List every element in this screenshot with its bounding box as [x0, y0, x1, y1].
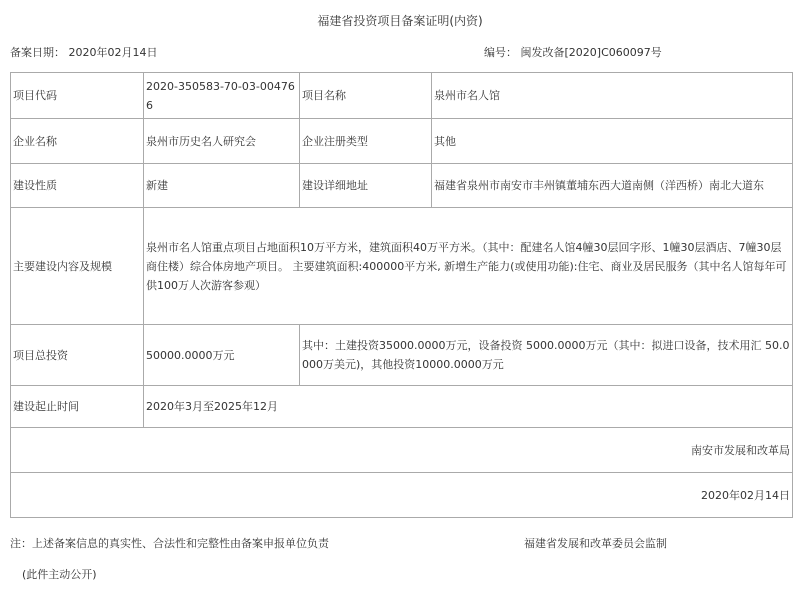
table-row — [11, 386, 793, 428]
document-number-value: 闽发改备[2020]C060097号 — [520, 46, 662, 59]
filing-date-value: 2020年02月14日 — [68, 46, 158, 59]
table-row — [11, 473, 793, 518]
responsibility-note: 注：上述备案信息的真实性、合法性和完整性由备案申报单位负责 — [10, 537, 329, 550]
nature-label: 建设性质 — [11, 164, 144, 208]
company-type-label: 企业注册类型 — [300, 119, 432, 164]
table-row — [11, 119, 793, 164]
table-row — [11, 325, 793, 386]
address-value: 福建省泉州市南安市丰州镇董埔东西大道南侧（洋西桥）南北大道东 — [432, 164, 793, 208]
project-code-value: 2020-350583-70-03-004766 — [144, 73, 300, 119]
investment-detail: 其中：土建投资35000.0000万元，设备投资 5000.0000万元（其中：拟进口设备，技术用汇 50.0000万美元)，其他投资10000.0000万元 — [300, 325, 793, 386]
issuer: 南安市发展和改革局 — [11, 428, 793, 473]
table-row — [11, 164, 793, 208]
document-number-label: 编号： — [484, 46, 517, 59]
project-code-label: 项目代码 — [11, 73, 144, 119]
nature-value: 新建 — [144, 164, 300, 208]
filing-date-label: 备案日期： — [10, 46, 65, 59]
company-type-value: 其他 — [432, 119, 793, 164]
table-row — [11, 208, 793, 325]
project-name-label: 项目名称 — [300, 73, 432, 119]
table-row — [11, 73, 793, 119]
certificate-table — [10, 72, 793, 518]
issue-date: 2020年02月14日 — [11, 473, 793, 518]
period-label: 建设起止时间 — [11, 386, 144, 428]
public-note: (此件主动公开) — [22, 568, 97, 581]
address-label: 建设详细地址 — [300, 164, 432, 208]
scope-label: 主要建设内容及规模 — [11, 208, 144, 325]
company-label: 企业名称 — [11, 119, 144, 164]
period-value: 2020年3月至2025年12月 — [144, 386, 793, 428]
table-row — [11, 428, 793, 473]
investment-value: 50000.0000万元 — [144, 325, 300, 386]
filing-date — [10, 44, 158, 60]
company-value: 泉州市历史名人研究会 — [144, 119, 300, 164]
project-name-value: 泉州市名人馆 — [432, 73, 793, 119]
document-title: 福建省投资项目备案证明(内资) — [317, 14, 483, 28]
document-number — [484, 44, 662, 60]
supervisor-note: 福建省发展和改革委员会监制 — [524, 537, 667, 550]
scope-value: 泉州市名人馆重点项目占地面积10万平方米，建筑面积40万平方米。（其中：配建名人馆4幢30层回字形、1幢30层酒店、7幢30层商住楼）综合体房地产项目。 主要建筑面积:400000平方米, 新增生产能力(或使用功能):住宅、商业及居民服务（其中名人馆每年可供100万人次游客参观） — [144, 208, 793, 325]
investment-label: 项目总投资 — [11, 325, 144, 386]
